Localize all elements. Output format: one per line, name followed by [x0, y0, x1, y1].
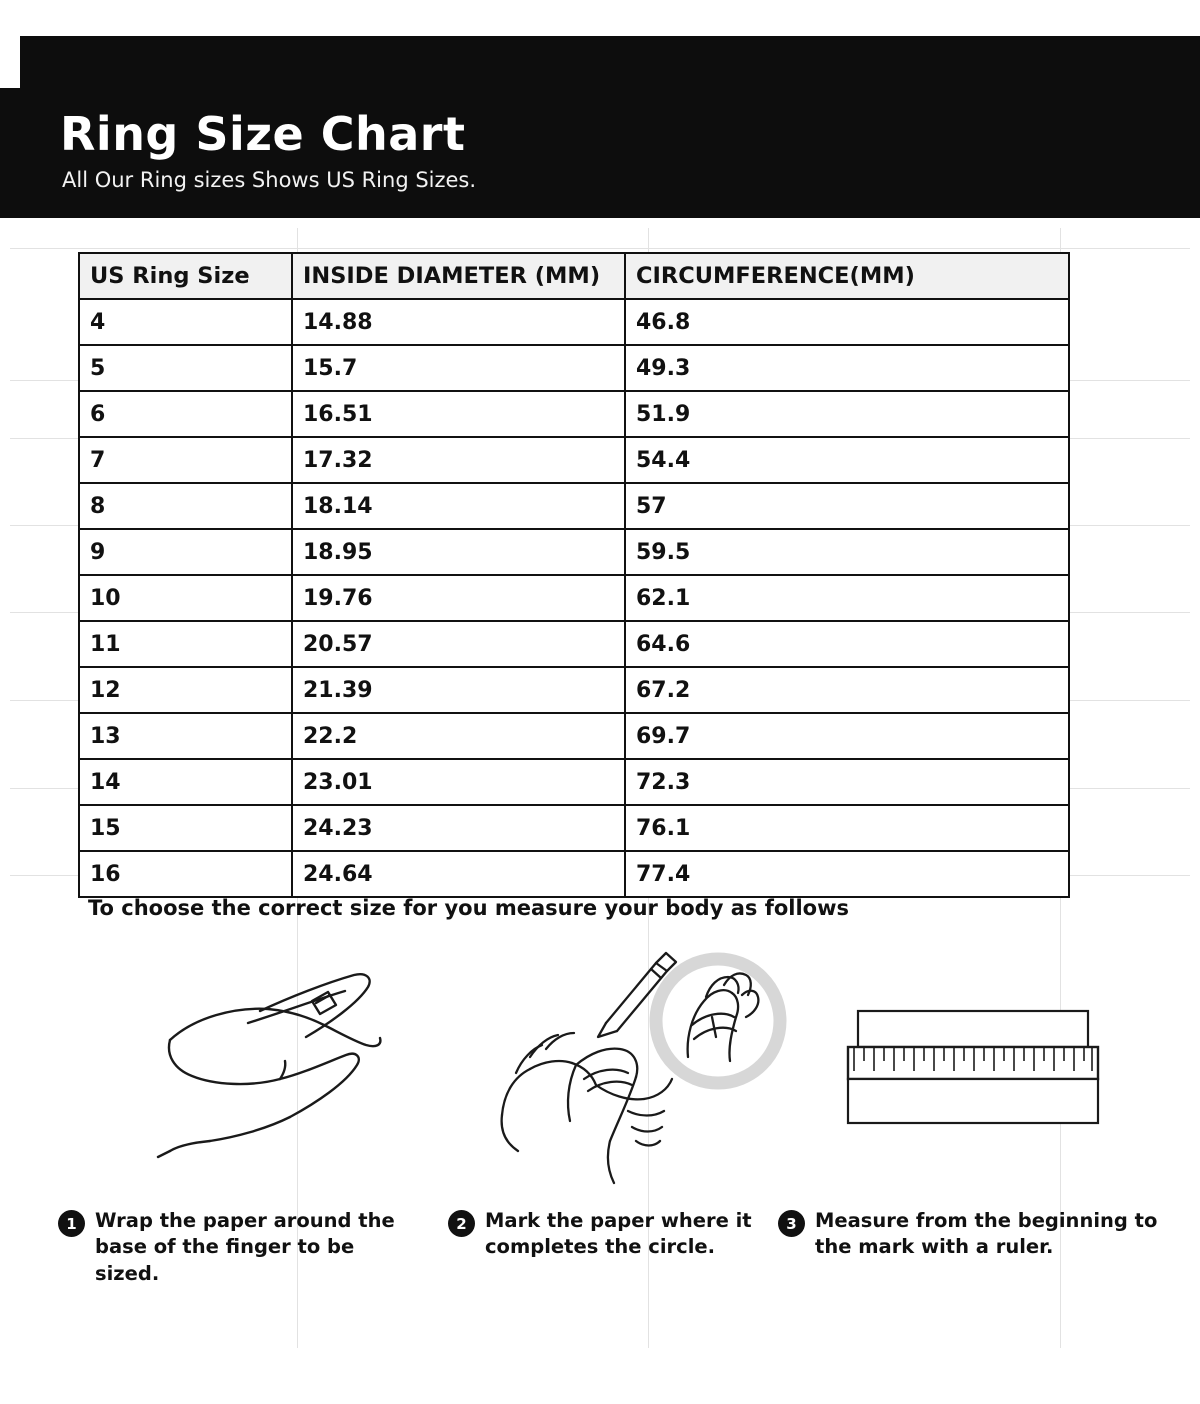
cell-us-size: 16 — [79, 851, 292, 897]
steps-row — [58, 1208, 1168, 1285]
table-row — [79, 851, 1069, 897]
cell-us-size: 13 — [79, 713, 292, 759]
cell-inside-diameter: 16.51 — [292, 391, 625, 437]
table-row — [79, 713, 1069, 759]
cell-inside-diameter: 15.7 — [292, 345, 625, 391]
cell-inside-diameter: 18.14 — [292, 483, 625, 529]
step-text: Wrap the paper around the base of the finger to be sized. — [95, 1209, 395, 1285]
step-1 — [58, 1208, 418, 1287]
cell-inside-diameter: 21.39 — [292, 667, 625, 713]
measure-instruction-note: To choose the correct size for you measure your body as follows — [88, 896, 849, 920]
cell-us-size: 5 — [79, 345, 292, 391]
cell-circumference: 57 — [625, 483, 1069, 529]
cell-us-size: 8 — [79, 483, 292, 529]
cell-circumference: 67.2 — [625, 667, 1069, 713]
cell-us-size: 7 — [79, 437, 292, 483]
page-title: Ring Size Chart — [60, 107, 466, 161]
cell-us-size: 12 — [79, 667, 292, 713]
table-row — [79, 621, 1069, 667]
cell-us-size: 10 — [79, 575, 292, 621]
cell-us-size: 9 — [79, 529, 292, 575]
banner-corner-notch — [0, 18, 20, 88]
marking-paper-on-finger-illustration — [480, 945, 810, 1195]
cell-inside-diameter: 17.32 — [292, 437, 625, 483]
hand-with-paper-strip-illustration — [140, 945, 460, 1195]
cell-us-size: 11 — [79, 621, 292, 667]
cell-inside-diameter: 22.2 — [292, 713, 625, 759]
cell-inside-diameter: 19.76 — [292, 575, 625, 621]
column-header-circumference: CIRCUMFERENCE(MM) — [625, 253, 1069, 299]
cell-circumference: 49.3 — [625, 345, 1069, 391]
column-header-inside-diameter: INSIDE DIAMETER (MM) — [292, 253, 625, 299]
table-row — [79, 345, 1069, 391]
cell-inside-diameter: 23.01 — [292, 759, 625, 805]
step-text: Mark the paper where it completes the circle. — [485, 1209, 752, 1259]
table-row — [79, 759, 1069, 805]
column-header-us-ring-size: US Ring Size — [79, 253, 292, 299]
table-row — [79, 483, 1069, 529]
cell-circumference: 62.1 — [625, 575, 1069, 621]
cell-circumference: 72.3 — [625, 759, 1069, 805]
cell-circumference: 77.4 — [625, 851, 1069, 897]
table-row — [79, 529, 1069, 575]
step-2 — [448, 1208, 768, 1261]
step-text: Measure from the beginning to the mark with a ruler. — [815, 1209, 1158, 1259]
cell-inside-diameter: 14.88 — [292, 299, 625, 345]
cell-us-size: 14 — [79, 759, 292, 805]
ruler-illustration — [840, 945, 1140, 1195]
step-3 — [778, 1208, 1178, 1261]
table-row — [79, 575, 1069, 621]
cell-us-size: 15 — [79, 805, 292, 851]
table-header-row — [79, 253, 1069, 299]
cell-circumference: 59.5 — [625, 529, 1069, 575]
cell-circumference: 64.6 — [625, 621, 1069, 667]
page-header-banner — [0, 18, 1200, 218]
step-number-badge: 3 — [778, 1210, 805, 1237]
step-number-badge: 2 — [448, 1210, 475, 1237]
table-row — [79, 391, 1069, 437]
illustrations-row — [60, 945, 1150, 1195]
cell-circumference: 51.9 — [625, 391, 1069, 437]
cell-inside-diameter: 20.57 — [292, 621, 625, 667]
cell-us-size: 4 — [79, 299, 292, 345]
cell-inside-diameter: 18.95 — [292, 529, 625, 575]
table-row — [79, 437, 1069, 483]
table-row — [79, 667, 1069, 713]
cell-circumference: 69.7 — [625, 713, 1069, 759]
cell-us-size: 6 — [79, 391, 292, 437]
banner-top-edge — [0, 18, 1200, 36]
ring-size-table-container — [78, 252, 1068, 898]
cell-circumference: 46.8 — [625, 299, 1069, 345]
page-subtitle: All Our Ring sizes Shows US Ring Sizes. — [62, 168, 477, 193]
cell-inside-diameter: 24.64 — [292, 851, 625, 897]
ring-size-table — [78, 252, 1070, 898]
table-row — [79, 299, 1069, 345]
step-number-badge: 1 — [58, 1210, 85, 1237]
paper-grid-line — [10, 248, 1190, 249]
cell-circumference: 76.1 — [625, 805, 1069, 851]
cell-circumference: 54.4 — [625, 437, 1069, 483]
table-row — [79, 805, 1069, 851]
cell-inside-diameter: 24.23 — [292, 805, 625, 851]
